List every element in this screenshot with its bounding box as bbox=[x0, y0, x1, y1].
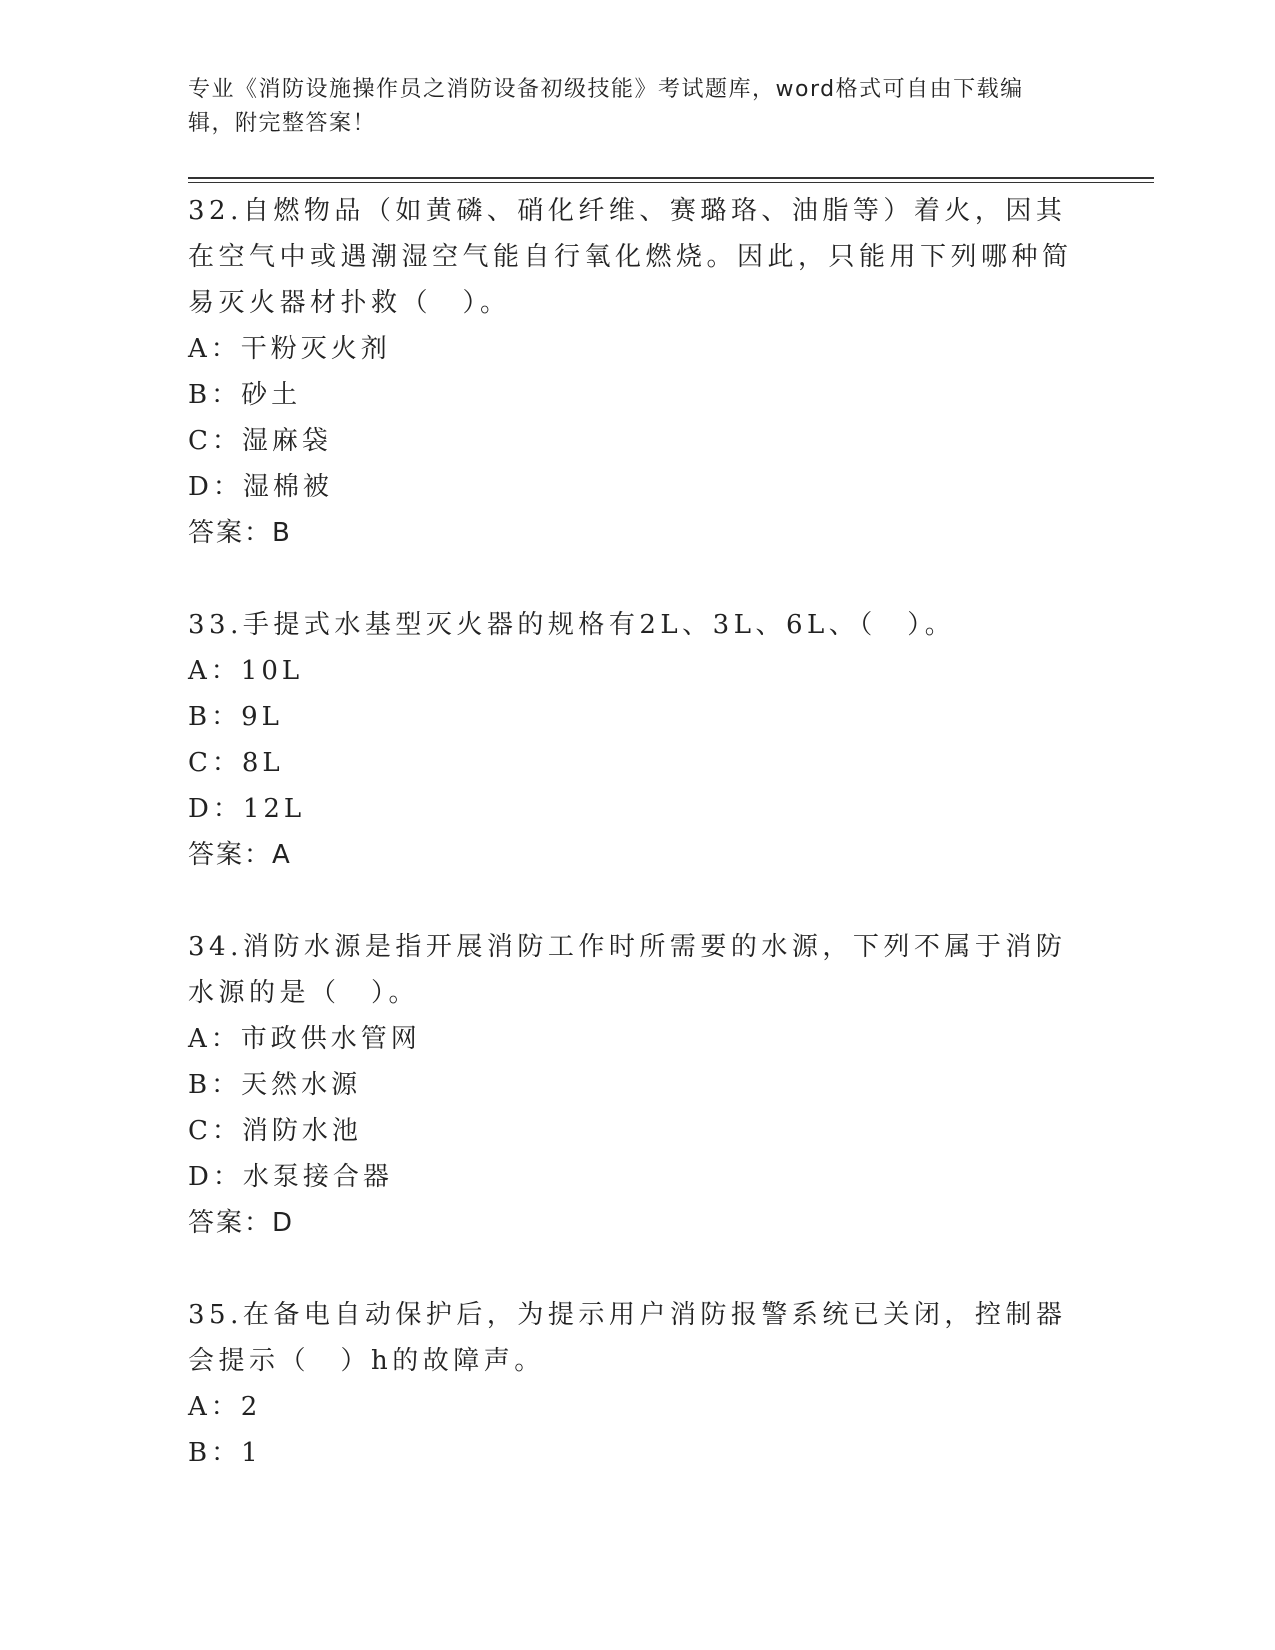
option-b: B：1 bbox=[188, 1438, 262, 1468]
header-divider-thick bbox=[188, 177, 1154, 179]
option-c: C：湿麻袋 bbox=[188, 426, 332, 456]
answer-line: 答案：D bbox=[188, 1208, 295, 1238]
question-stem: 34.消防水源是指开展消防工作时所需要的水源，下列不属于消防水源的是（ ）。 bbox=[188, 932, 1067, 1008]
question-list bbox=[188, 188, 1088, 1522]
question-item bbox=[188, 602, 1088, 878]
option-b: B：9L bbox=[188, 702, 283, 732]
option-c: C：消防水池 bbox=[188, 1116, 362, 1146]
answer-line: 答案：B bbox=[188, 518, 292, 548]
option-a: A：10L bbox=[188, 656, 304, 686]
option-b: B：砂土 bbox=[188, 380, 302, 410]
option-d: D：水泵接合器 bbox=[188, 1162, 393, 1192]
option-a: A：市政供水管网 bbox=[188, 1024, 421, 1054]
option-d: D：12L bbox=[188, 794, 306, 824]
document-header: 专业《消防设施操作员之消防设备初级技能》考试题库，word格式可自由下载编辑，附完整答案！ bbox=[188, 77, 1024, 136]
option-a: A：2 bbox=[188, 1392, 262, 1422]
option-a: A：干粉灭火剂 bbox=[188, 334, 391, 364]
question-stem: 32.自燃物品（如黄磷、硝化纤维、赛璐珞、油脂等）着火，因其在空气中或遇潮湿空气能自行氧化燃烧。因此，只能用下列哪种简易灭火器材扑救（ ）。 bbox=[188, 196, 1073, 318]
question-item bbox=[188, 924, 1088, 1246]
header-divider-thin bbox=[188, 182, 1154, 183]
question-item bbox=[188, 188, 1088, 556]
option-b: B：天然水源 bbox=[188, 1070, 362, 1100]
question-stem: 35.在备电自动保护后，为提示用户消防报警系统已关闭，控制器会提示（ ）h的故障声。 bbox=[188, 1300, 1067, 1376]
question-stem: 33.手提式水基型灭火器的规格有2L、3L、6L、（ ）。 bbox=[188, 610, 956, 640]
question-item bbox=[188, 1292, 1088, 1476]
option-d: D：湿棉被 bbox=[188, 472, 333, 502]
option-c: C：8L bbox=[188, 748, 284, 778]
answer-line: 答案：A bbox=[188, 840, 292, 870]
